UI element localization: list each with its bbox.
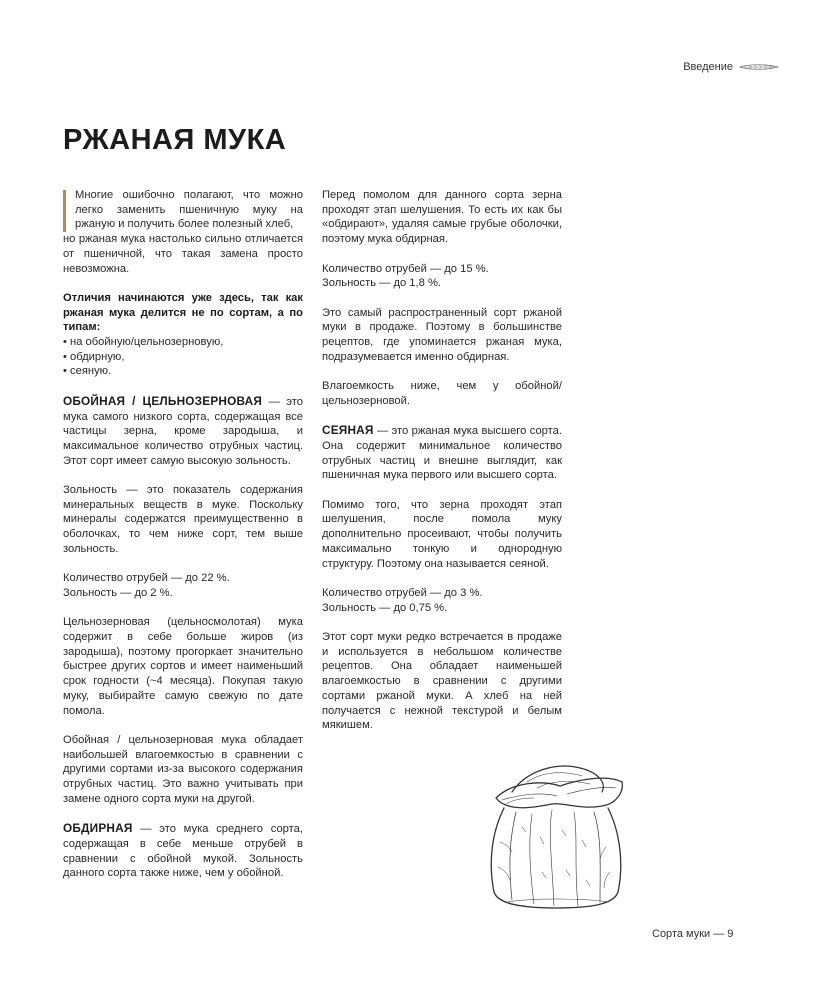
- oboinaya-term: ОБОЙНАЯ / ЦЕЛЬНОЗЕРНОВАЯ: [63, 393, 263, 408]
- oboinaya-stats: Количество отрубей — до 22 %. Зольность — до 2 %.: [63, 572, 230, 599]
- oboinaya-moisture-paragraph: Обойная / цельнозерновая мука обладает наибольшей влагоемкостью в сравнении с другими сортами из-за высокого содержания отрубных частиц. Это важно учитывать при замене одного сорта муки на другой.: [63, 733, 303, 805]
- seyanaya-term: СЕЯНАЯ: [322, 423, 374, 438]
- flour-sack-illustration: [482, 752, 630, 912]
- intro-first: Многие ошибочно полагают, что можно легко заменить пшеничную муку на ржаную и получить более полезный хлеб,: [75, 189, 303, 231]
- accent-bar: [63, 190, 66, 232]
- seyanaya-paragraph: СЕЯНАЯ — это ржаная мука высшего сорта. Она содержит минимальное количество отрубных частиц и внешне выглядит, как пшеничная мука первого или высшего сорта.: [322, 423, 562, 482]
- types-list: [63, 335, 303, 379]
- right-column: [322, 188, 562, 748]
- obdirnaya-common-paragraph: Это самый распространенный сорт ржаной муки в продаже. Поэтому в большинстве рецептов, где упоминается ржаная мука, подразумевается именно обдирная.: [322, 306, 562, 363]
- section-name: Введение: [683, 61, 733, 73]
- obdirnaya-process-paragraph: Перед помолом для данного сорта зерна проходят этап шелушения. То есть их как бы «обдирают», удаляя самые грубые оболочки, поэтому мука обдирная.: [322, 189, 562, 246]
- obdirnaya-term: ОБДИРНАЯ: [63, 821, 133, 836]
- page-title: РЖАНАЯ МУКА: [63, 124, 287, 156]
- obdirnaya-paragraph: ОБДИРНАЯ — это мука среднего сорта, содержащая в себе меньше отрубей в сравнении с обойной мукой. Зольность данного сорта также ниже, чем у обойной.: [63, 821, 303, 880]
- obdirnaya-stats: Количество отрубей — до 15 %. Зольность — до 1,8 %.: [322, 262, 489, 290]
- left-column: [63, 188, 303, 896]
- zolnost-definition: Зольность — это показатель содержания минеральных веществ в муке. Поскольку минералы содержатся преимущественно в оболочках, то чем ниже сорт, тем выше зольность.: [63, 484, 303, 555]
- intro-block: [63, 188, 303, 276]
- list-item: • сеяную.: [63, 364, 303, 379]
- types-heading: Отличия начинаются уже здесь, так как ржаная мука делится не по сортам, а по типам:: [63, 291, 303, 334]
- seyanaya-rare-paragraph: Этот сорт муки редко встречается в продаже и используется в небольшом количестве рецептов. Она обладает наименьшей влагоемкостью в сравнении с другими сортами ржаной муки. А хлеб на ней получается с нежной текстурой и белым мякишем.: [322, 630, 562, 732]
- page-footer: Сорта муки — 9: [652, 928, 734, 940]
- seyanaya-stats: Количество отрубей — до 3 %. Зольность — до 0,75 %.: [322, 586, 483, 614]
- list-item: • на обойную/цельнозерновую,: [63, 335, 303, 350]
- running-header: [683, 61, 779, 73]
- intro-rest: но ржаная мука настолько сильно отличается от пшеничной, что такая замена просто невозможна.: [63, 233, 303, 275]
- seyanaya-process-paragraph: Помимо того, что зерна проходят этап шелушения, после помола муку дополнительно просеивают, чтобы получить максимально тонкую и однородную структуру. Поэтому она называется сеяной.: [322, 498, 562, 570]
- oboinaya-fat-paragraph: Цельнозерновая (цельносмолотая) мука содержит в себе больше жиров (из зародыша), поэтому прогоркает значительно быстрее других сортов и имеет наименьший срок годности (~4 месяца). Покупая такую муку, выбирайте самую свежую по дате помола.: [63, 616, 303, 717]
- obdirnaya-moisture-paragraph: Влагоемкость ниже, чем у обойной/цельнозерновой.: [322, 380, 562, 407]
- oboinaya-paragraph: ОБОЙНАЯ / ЦЕЛЬНОЗЕРНОВАЯ — это мука самого низкого сорта, содержащая все частицы зерна, кроме зародыша, и максимальное количество отрубных частиц. Этот сорт имеет самую высокую зольность.: [63, 393, 303, 467]
- wheat-ornament-icon: [739, 62, 779, 72]
- list-item: • обдирную,: [63, 350, 303, 365]
